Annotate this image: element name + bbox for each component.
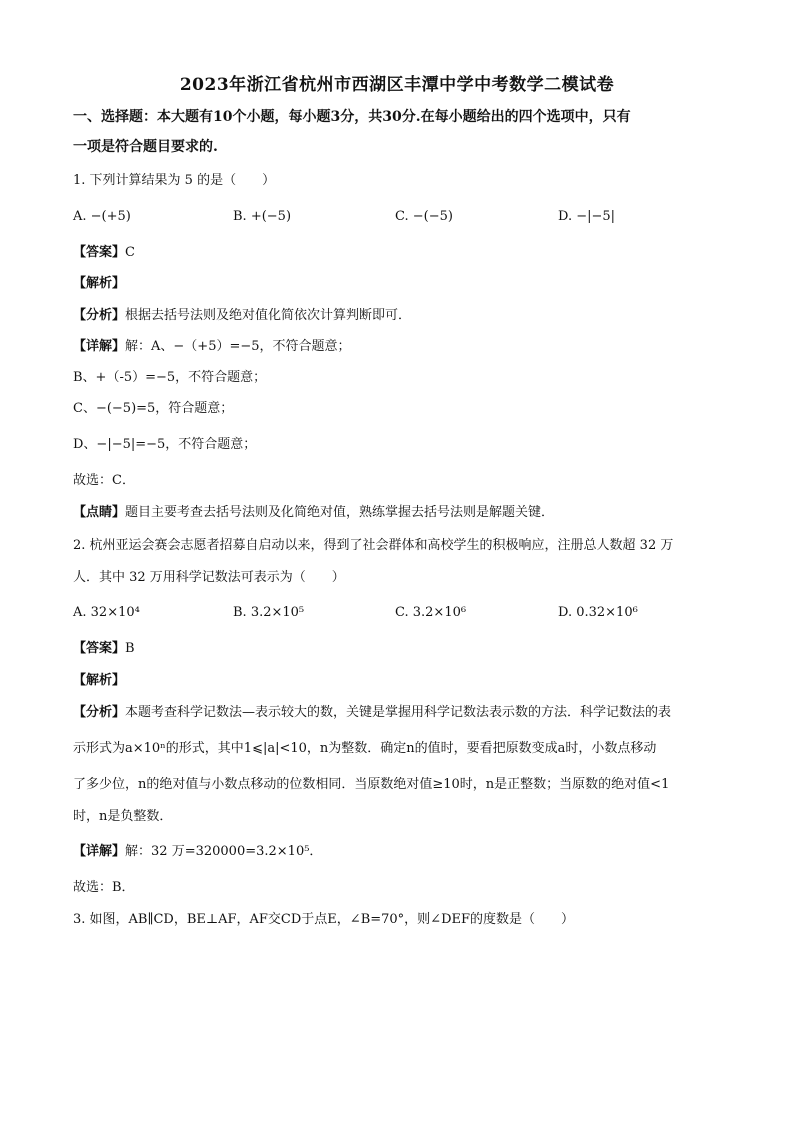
q2-detail-row <box>73 843 733 861</box>
q1-option-b: B. +(−5) <box>233 209 292 224</box>
q2-answer-row <box>73 640 733 658</box>
q1-answer-value: C <box>125 245 135 260</box>
q1-fenxi-text: 根据去括号法则及绝对值化简依次计算判断即可． <box>125 308 412 323</box>
q2-option-b: B. 3.2×10⁵ <box>233 605 305 620</box>
q2-option-c: C. 3.2×10⁶ <box>395 605 467 620</box>
fenxi-label: 【分析】 <box>73 705 126 720</box>
q2-choose: 故选：B． <box>73 880 135 895</box>
q1-comment-row <box>73 504 733 522</box>
q1-detail-1: 解：A、−（+5）=−5，不符合题意； <box>125 339 351 354</box>
section-heading-line2: 一项是符合题目要求的. <box>73 139 218 155</box>
q1-detail-4: D、−|−5|=−5，不符合题意； <box>73 437 257 452</box>
answer-label: 【答案】 <box>73 641 126 656</box>
q2-answer-value: B <box>125 641 135 656</box>
q1-detail-row <box>73 338 733 356</box>
q1-option-d: D. −|−5| <box>558 209 616 224</box>
q1-detail-3: C、−(−5)=5，符合题意； <box>73 401 234 416</box>
q1-answer-row <box>73 244 733 262</box>
q1-analysis-label <box>73 275 733 293</box>
detail-label: 【详解】 <box>73 844 126 859</box>
analysis-label: 【解析】 <box>73 276 126 291</box>
fenxi-label: 【分析】 <box>73 308 126 323</box>
q1-comment-text: 题目主要考查去括号法则及化简绝对值，熟练掌握去括号法则是解题关键． <box>125 505 555 520</box>
q1-stem: 1. 下列计算结果为 5 的是（ ） <box>73 173 276 188</box>
q2-option-a: A. 32×10⁴ <box>73 605 140 620</box>
q2-fenxi-row <box>73 704 733 722</box>
comment-label: 【点睛】 <box>73 505 126 520</box>
q2-fenxi-2: 示形式为a×10ⁿ的形式，其中1⩽|a|<10，n为整数．确定n的值时，要看把原数变成a时，小数点移动 <box>73 741 657 756</box>
q1-choose: 故选：C． <box>73 473 135 488</box>
q2-option-d: D. 0.32×10⁶ <box>558 605 638 620</box>
answer-label: 【答案】 <box>73 245 126 260</box>
q1-option-a: A. −(+5) <box>73 209 131 224</box>
q2-fenxi-1: 本题考查科学记数法—表示较大的数，关键是掌握用科学记数法表示数的方法．科学记数法的表 <box>125 705 672 720</box>
q2-fenxi-3: 了多少位，n的绝对值与小数点移动的位数相同．当原数绝对值≥10时，n是正整数；当原数的绝对值<1 <box>73 777 670 792</box>
q2-detail-text: 解：32 万=320000=3.2×10⁵． <box>125 844 323 859</box>
section-heading-line1: 一、选择题：本大题有10个小题，每小题3分，共30分.在每小题给出的四个选项中，只有 <box>73 109 631 125</box>
q2-stem-line2: 人．其中 32 万用科学记数法可表示为（ ） <box>73 570 345 585</box>
q2-stem-line1: 2. 杭州亚运会赛会志愿者招募自启动以来，得到了社会群体和高校学生的积极响应，注册总人数超 32 万 <box>73 538 674 553</box>
q2-fenxi-4: 时，n是负整数． <box>73 809 173 824</box>
page-title: 2023年浙江省杭州市西湖区丰潭中学中考数学二模试卷 <box>179 75 615 95</box>
q2-analysis-label <box>73 672 733 690</box>
analysis-label: 【解析】 <box>73 673 126 688</box>
q1-option-c: C. −(−5) <box>395 209 453 224</box>
q1-fenxi-row <box>73 307 733 325</box>
q3-stem: 3. 如图，AB∥CD，BE⊥AF，AF交CD于点E，∠B=70°，则∠DEF的度数是（ ） <box>73 912 575 927</box>
detail-label: 【详解】 <box>73 339 126 354</box>
q1-detail-2: B、+（-5）=−5，不符合题意； <box>73 370 267 385</box>
